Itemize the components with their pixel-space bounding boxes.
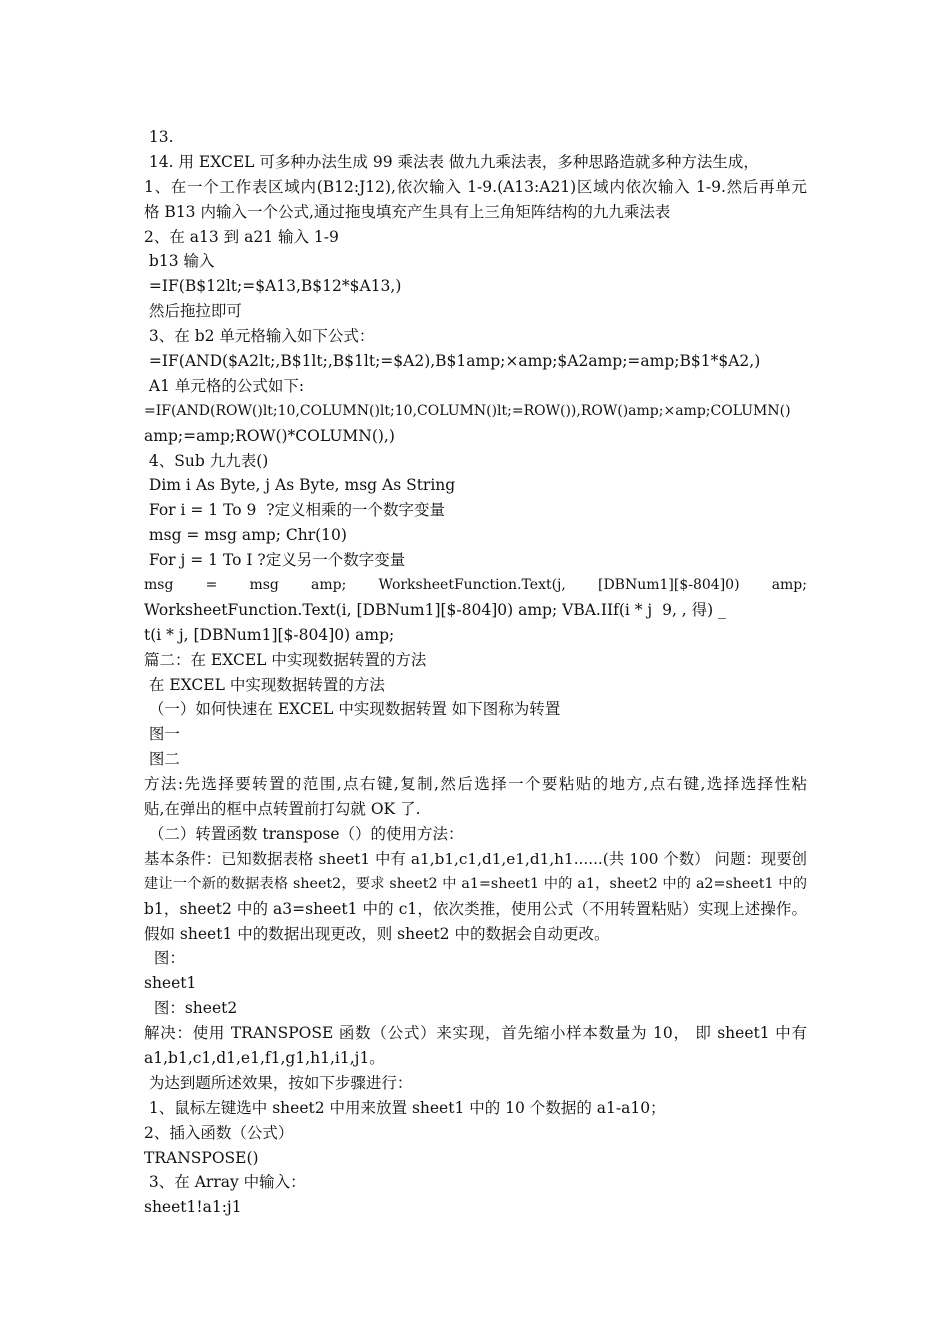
text-line: 在 EXCEL 中实现数据转置的方法: [144, 675, 385, 694]
text-line: （二）转置函数 transpose（）的使用方法：: [144, 824, 464, 843]
text-line: 为达到题所述效果，按如下步骤进行：: [144, 1073, 413, 1092]
text-line: =IF(AND($A2lt;,B$1lt;,B$1lt;=$A2),B$1amp;×amp;$A2amp;=amp;B$1*$A2,): [144, 352, 761, 371]
text-line: t(i * j, [DBNum1][$-804]0) amp;: [144, 625, 395, 644]
text-line: msg = msg amp; Chr(10): [144, 526, 347, 545]
text-line: sheet1: [144, 974, 197, 993]
text-line: 篇二：在 EXCEL 中实现数据转置的方法: [144, 650, 427, 669]
text-line: A1 单元格的公式如下:: [144, 376, 305, 395]
text-line: WorksheetFunction.Text(i, [DBNum1][$-804]0) amp; VBA.IIf(i * j 9, , 得) _: [144, 600, 726, 619]
text-line: sheet1!a1:j1: [144, 1198, 242, 1217]
text-line: 图：sheet2: [144, 999, 238, 1018]
text-line: For i = 1 To 9 ?定义相乘的一个数字变量: [144, 501, 446, 520]
text-line: 2、插入函数（公式）: [144, 1123, 294, 1142]
text-line: 1、在一个工作表区域内(B12:J12),依次输入 1-9.(A13:A21)区域内依次输入 1-9.然后再单元: [144, 177, 807, 196]
text-line: b13 输入: [144, 252, 215, 271]
text-line: 建让一个新的数据表格 sheet2，要求 sheet2 中 a1=sheet1 中的 a1，sheet2 中的 a2=sheet1 中的: [144, 875, 807, 892]
text-line: 然后拖拉即可: [144, 302, 242, 321]
document-body: [144, 125, 807, 1220]
text-line: 解决：使用 TRANSPOSE 函数（公式）来实现，首先缩小样本数量为 10， 即 sheet1 中有: [144, 1024, 807, 1043]
text-line: 假如 sheet1 中的数据出现更改，则 sheet2 中的数据会自动更改。: [144, 924, 610, 943]
text-line: Dim i As Byte, j As Byte, msg As String: [144, 476, 456, 495]
text-line: 14. 用 EXCEL 可多种办法生成 99 乘法表 做九九乘法表，多种思路造就多种方法生成，: [144, 152, 759, 171]
text-line: 13.: [144, 128, 174, 146]
text-line: 2、在 a13 到 a21 输入 1-9: [144, 227, 339, 246]
text-line: amp;=amp;ROW()*COLUMN(),): [144, 426, 395, 445]
text-line: 4、Sub 九九表(): [144, 451, 269, 470]
text-line: 格 B13 内输入一个公式,通过拖曳填充产生具有上三角矩阵结构的九九乘法表: [144, 202, 671, 221]
text-line: 图一: [144, 725, 180, 744]
text-line: 贴,在弹出的框中点转置前打勾就 OK 了.: [144, 800, 421, 819]
text-line: 3、在 b2 单元格输入如下公式：: [144, 327, 375, 346]
text-line: 图二: [144, 750, 180, 769]
text-line: 1、鼠标左键选中 sheet2 中用来放置 sheet1 中的 10 个数据的 a1-a10；: [144, 1098, 666, 1117]
text-line: （一）如何快速在 EXCEL 中实现数据转置 如下图称为转置: [144, 700, 561, 719]
text-line: 图：: [144, 949, 185, 968]
text-line: 方法:先选择要转置的范围,点右键,复制,然后选择一个要粘贴的地方,点右键,选择选择性粘: [144, 775, 807, 794]
text-line: For j = 1 To I ?定义另一个数字变量: [144, 551, 406, 570]
text-line: msg = msg amp; WorksheetFunction.Text(j, [DBNum1][$-804]0) amp;: [144, 577, 807, 594]
text-line: =IF(AND(ROW()lt;10,COLUMN()lt;10,COLUMN()lt;=ROW()),ROW()amp;×amp;COLUMN(): [144, 402, 791, 419]
text-line: TRANSPOSE(): [144, 1148, 259, 1167]
text-line: 基本条件：已知数据表格 sheet1 中有 a1,b1,c1,d1,e1,d1,h1......(共 100 个数） 问题：现要创: [144, 849, 807, 868]
text-line: b1，sheet2 中的 a3=sheet1 中的 c1，依次类推，使用公式（不用转置粘贴）实现上述操作。: [144, 899, 807, 918]
text-line: 3、在 Array 中输入：: [144, 1173, 306, 1192]
text-line: a1,b1,c1,d1,e1,f1,g1,h1,i1,j1。: [144, 1048, 385, 1067]
text-line: =IF(B$12lt;=$A13,B$12*$A13,): [144, 277, 402, 296]
